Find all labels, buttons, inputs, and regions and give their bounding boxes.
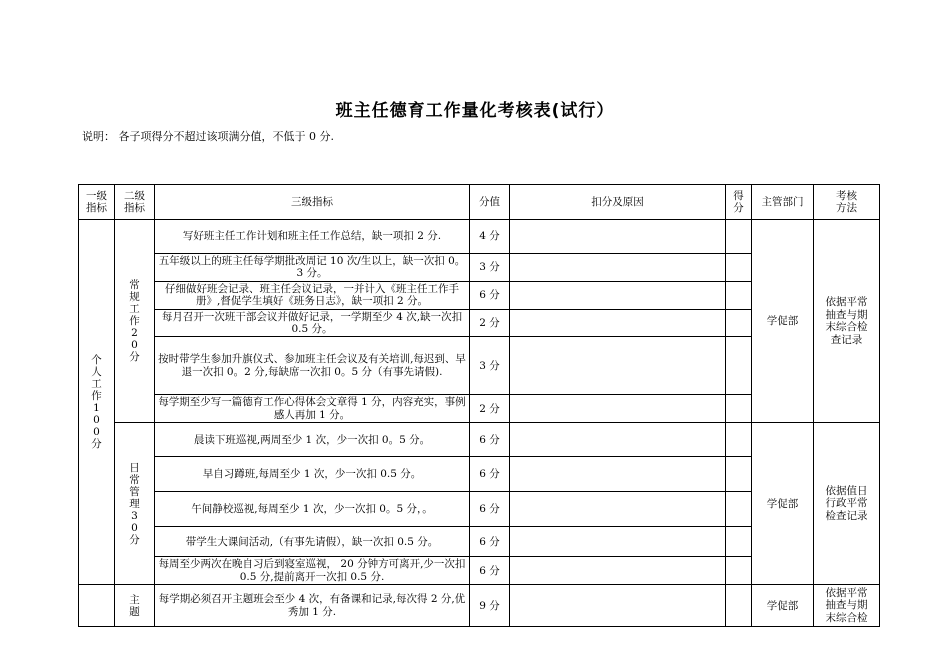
level1-cell: 个人工作100分 [79, 220, 115, 585]
deduction-cell[interactable] [510, 527, 726, 557]
table-row [79, 585, 880, 627]
obtained-score-cell[interactable] [726, 423, 752, 457]
score-value: 6 分 [470, 557, 510, 585]
level3-criterion: 午间静校巡视,每周至少 1 次，少一次扣 0。5 分，。 [155, 492, 470, 527]
level3-criterion: 早自习蹲班,每周至少 1 次，少一次扣 0.5 分。 [155, 457, 470, 492]
score-value: 2 分 [470, 395, 510, 423]
table-row [79, 423, 880, 457]
deduction-cell[interactable] [510, 423, 726, 457]
deduction-cell[interactable] [510, 395, 726, 423]
score-value: 9 分 [470, 585, 510, 627]
assessment-table [78, 184, 880, 627]
header-row [79, 185, 880, 220]
level3-criterion: 每周至少两次在晚自习后到寝室巡视， 20 分钟方可离开,少一次扣 0.5 分,提前离开一次扣 0.5 分. [155, 557, 470, 585]
level3-criterion: 每月召开一次班干部会议并做好记录，一学期至少 4 次,缺一次扣 0.5 分。 [155, 309, 470, 337]
level3-criterion: 带学生大课间活动,（有事先请假），缺一次扣 0.5 分。 [155, 527, 470, 557]
deduction-cell[interactable] [510, 492, 726, 527]
score-value: 6 分 [470, 457, 510, 492]
header-obtained: 得分 [726, 185, 752, 220]
level3-criterion: 写好班主任工作计划和班主任工作总结，缺一项扣 2 分. [155, 220, 470, 254]
score-value: 6 分 [470, 281, 510, 309]
deduction-cell[interactable] [510, 281, 726, 309]
level3-criterion: 五年级以上的班主任每学期批改周记 10 次/生以上，缺一次扣 0。3 分。 [155, 254, 470, 282]
level3-criterion: 晨读下班巡视,两周至少 1 次，少一次扣 0。5 分。 [155, 423, 470, 457]
level2-cell: 主题 [115, 585, 155, 627]
level3-criterion: 按时带学生参加升旗仪式、参加班主任会议及有关培训,每迟到、早退一次扣 0。2 分,每缺席一次扣 0。5 分（有事先请假). [155, 337, 470, 395]
table-row [79, 220, 880, 254]
obtained-score-cell[interactable] [726, 337, 752, 395]
department-cell: 学促部 [752, 423, 814, 585]
score-value: 3 分 [470, 337, 510, 395]
deduction-cell[interactable] [510, 585, 726, 627]
obtained-score-cell[interactable] [726, 309, 752, 337]
score-value: 2 分 [470, 309, 510, 337]
obtained-score-cell[interactable] [726, 585, 752, 627]
obtained-score-cell[interactable] [726, 457, 752, 492]
score-value: 6 分 [470, 492, 510, 527]
deduction-cell[interactable] [510, 220, 726, 254]
page-title: 班主任德育工作量化考核表(试行） [335, 101, 615, 121]
deduction-cell[interactable] [510, 457, 726, 492]
header-department: 主管部门 [752, 185, 814, 220]
deduction-cell[interactable] [510, 309, 726, 337]
level3-criterion: 每学期至少写一篇德育工作心得体会文章得 1 分，内容充实，事例感人再加 1 分。 [155, 395, 470, 423]
header-level3: 三级指标 [155, 185, 470, 220]
level3-criterion: 每学期必须召开主题班会至少 4 次，有备课和记录,每次得 2 分,优秀加 1 分. [155, 585, 470, 627]
department-cell: 学促部 [752, 585, 814, 627]
score-value: 6 分 [470, 423, 510, 457]
method-cell: 依据平常抽查与期末综合检查记录 [814, 220, 880, 423]
level3-criterion: 仔细做好班会记录、班主任会议记录，一并计入《班主任工作手册》,督促学生填好《班务日志》，缺一项扣 2 分。 [155, 281, 470, 309]
method-cell: 依据值日行政平常检查记录 [814, 423, 880, 585]
method-cell: 依据平常抽查与期末综合检 [814, 585, 880, 627]
deduction-cell[interactable] [510, 557, 726, 585]
department-cell: 学促部 [752, 220, 814, 423]
level1-cell-continued [79, 585, 115, 627]
instructions-note: 说明： 各子项得分不超过该项满分值，不低于 0 分. [82, 130, 334, 143]
header-level1: 一级指标 [79, 185, 115, 220]
deduction-cell[interactable] [510, 254, 726, 282]
obtained-score-cell[interactable] [726, 220, 752, 254]
header-deduction: 扣分及原因 [510, 185, 726, 220]
obtained-score-cell[interactable] [726, 254, 752, 282]
obtained-score-cell[interactable] [726, 527, 752, 557]
score-value: 4 分 [470, 220, 510, 254]
obtained-score-cell[interactable] [726, 395, 752, 423]
header-method: 考核方法 [814, 185, 880, 220]
level2-cell: 常规工作20分 [115, 220, 155, 423]
obtained-score-cell[interactable] [726, 557, 752, 585]
score-value: 3 分 [470, 254, 510, 282]
obtained-score-cell[interactable] [726, 492, 752, 527]
header-level2: 二级指标 [115, 185, 155, 220]
deduction-cell[interactable] [510, 337, 726, 395]
obtained-score-cell[interactable] [726, 281, 752, 309]
score-value: 6 分 [470, 527, 510, 557]
level2-cell: 日常管理30分 [115, 423, 155, 585]
header-score: 分值 [470, 185, 510, 220]
